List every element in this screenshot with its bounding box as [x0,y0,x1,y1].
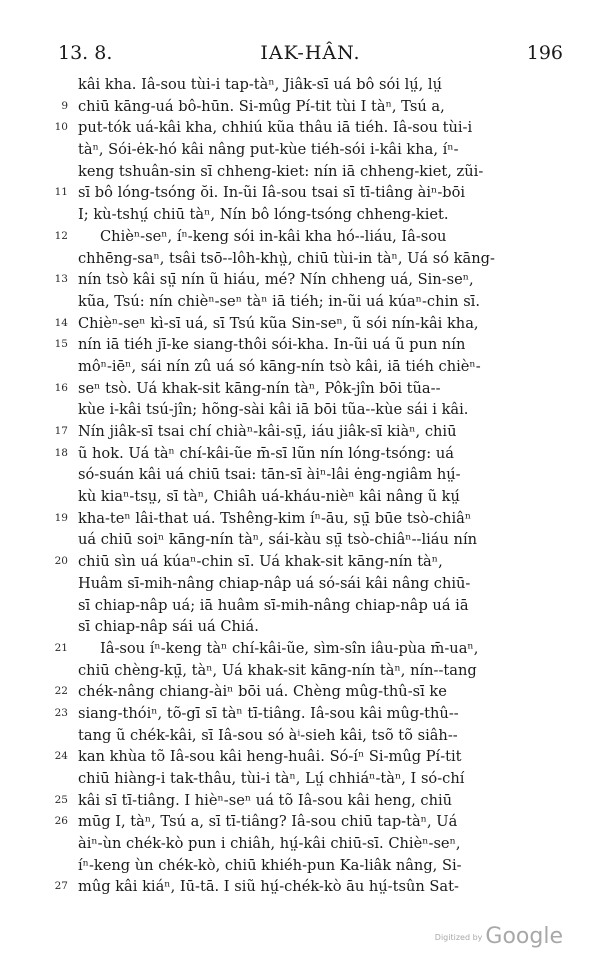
text-line [46,291,566,313]
verse-number: 18 [54,446,68,459]
text-line [46,660,566,682]
line-text: Huâm sī-mih-nâng chiap-nâp uá só-sái kâi nâng chiū- [78,574,471,592]
line-text: sī bô lóng-tsóng ŏi. In-ũi Iâ-sou tsai sī tī-tiâng àiⁿ-bōi [78,184,466,202]
text-line [46,139,566,161]
line-text: nín iā tiéh jī-ke siang-thôi sói-kha. In-ũi uá ũ pun nín [78,336,466,354]
verse-number: 16 [54,381,68,394]
text-line [46,855,566,877]
text-line [46,356,566,378]
verse-number: 10 [54,121,68,134]
line-text: mûg kâi kiáⁿ, Iū-tā. I siũ hṳ́-chék-kò āu hṳ́-tsûn Sat- [78,878,459,896]
verse-number: 24 [54,750,68,763]
verse-number: 23 [54,706,68,719]
line-text: uá chiū soiⁿ kāng-nín tàⁿ, sái-kàu sṳ̄ tsò-chiâⁿ--liáu nín [78,531,478,549]
text-line [46,508,566,530]
line-text: Nín jiâk-sī tsai chí chiàⁿ-kâi-sṳ̄, iáu jiâk-sī kiàⁿ, chiū [78,423,457,440]
text-line [46,876,566,898]
verse-number: 11 [54,186,68,199]
line-text: chiū kāng-uá bô-hūn. Si-mûg Pí-tit tùi I tàⁿ, Tsú a, [78,97,445,115]
verse-number: 26 [54,815,68,828]
line-text: kùe i-kâi tsú-jîn; hõng-sài kâi iā bōi tũa--kùe sái i kâi. [78,401,469,419]
text-line [46,573,566,595]
line-text: íⁿ-keng ùn chék-kò, chiū khiéh-pun Ka-liâk nâng, Si- [78,856,462,874]
line-text: môⁿ-iēⁿ, sái nín zû uá só kāng-nín tsò kâi, iā tiéh chièⁿ- [78,357,481,375]
verse-number: 17 [54,425,68,437]
text-line [46,746,566,768]
digitized-by-google-watermark [435,924,563,949]
text-line [46,182,566,204]
text-line [46,226,566,248]
text-line [46,529,566,551]
line-text: seⁿ tsò. Uá khak-sit kāng-nín tàⁿ, Pôk-jîn bōi tũa-- [78,379,441,397]
verse-number: 15 [54,338,68,351]
line-text: kan khùa tõ Iâ-sou kâi heng-huâi. Só-íⁿ Si-mûg Pí-tit [78,748,462,766]
text-line [46,161,566,183]
text-line [46,399,566,421]
line-text: chiū chèng-kṳ̄, tàⁿ, Uá khak-sit kāng-nín tàⁿ, nín--tang [78,661,477,679]
chapter-reference: 13. 8. [58,42,113,64]
verse-number: 9 [61,99,68,112]
line-text: kũa, Tsú: nín chièⁿ-seⁿ tàⁿ iā tiéh; in-ũi uá kúaⁿ-chin sī. [78,292,480,310]
text-line [46,204,566,226]
verse-number: 21 [54,641,68,654]
text-line [46,443,566,465]
watermark-prefix: Digitized by [434,933,483,942]
text-line [46,486,566,508]
line-text: tàⁿ, Sói-ėk-hó kâi nâng put-kùe tiéh-sói i-kâi kha, íⁿ- [78,141,459,159]
text-line [46,833,566,855]
line-text: kâi sī tī-tiâng. I hièⁿ-seⁿ uá tõ Iâ-sou kâi heng, chiū [78,791,453,809]
text-line [46,811,566,833]
text-line [46,790,566,812]
text-line [46,768,566,790]
line-text: chék-nâng chiang-àiⁿ bōi uá. Chèng mûg-thû-sī ke [78,683,447,701]
line-text: Iâ-sou íⁿ-keng tàⁿ chí-kâi-ũe, sìm-sîn iâu-pùa m̄-uaⁿ, [100,639,479,657]
text-line [46,681,566,703]
verse-number: 20 [54,555,68,568]
line-text: chiū hiàng-i tak-thâu, tùi-i tàⁿ, Lṳ́ chhiáⁿ-tàⁿ, I só-chí [78,770,465,787]
text-line [46,595,566,617]
line-text: chiū sìn uá kúaⁿ-chin sī. Uá khak-sit kāng-nín tàⁿ, [78,553,443,571]
verse-number: 19 [54,511,68,524]
page-number: 196 [526,42,563,64]
line-text: chhēng-saⁿ, tsâi tsō--lôh-khṳ̀, chiū tùi-in tàⁿ, Uá só kāng- [78,249,495,267]
text-line [46,464,566,486]
verse-number: 27 [54,880,68,893]
text-line [46,378,566,400]
scripture-text-body [46,74,566,898]
line-text: kù kiaⁿ-tsṳ, sī tàⁿ, Chiâh uá-kháu-nièⁿ kâi nâng ũ kṳ́ [78,488,460,506]
text-line [46,703,566,725]
line-text: put-tók uá-kâi kha, chhiú kũa thâu iā tiéh. Iâ-sou tùi-i [78,119,473,137]
line-text: kha-teⁿ lâi-that uá. Tshêng-kim íⁿ-āu, sṳ̄ būe tsò-chiâⁿ [78,509,472,527]
text-line [46,248,566,270]
verse-number: 14 [54,316,68,329]
line-text: ũ hok. Uá tàⁿ chí-kâi-ũe m̄-sī lũn nín lóng-tsóng: uá [78,444,454,462]
line-text: sī chiap-nâp sái uá Chiá. [78,618,259,636]
line-text: só-suán kâi uá chiū tsai: tān-sī àiⁿ-lâi ėng-ngiâm hṳ́- [78,466,461,484]
verse-number: 22 [54,685,68,698]
text-line [46,616,566,638]
text-line [46,421,566,443]
running-header [58,42,563,70]
line-text: tang ũ chék-kâi, sī Iâ-sou só àⁱ-sieh kâi, tsõ tõ siâh-- [78,726,458,744]
text-line [46,638,566,660]
line-text: Chièⁿ-seⁿ, íⁿ-keng sói in-kâi kha hó--liáu, Iâ-sou [100,227,447,245]
line-text: sī chiap-nâp uá; iā huâm sī-mih-nâng chiap-nâp uá iā [78,596,469,614]
line-text: I; kù-tshṳ́ chiū tàⁿ, Nín bô lóng-tsóng chheng-kiet. [78,206,449,224]
text-line [46,551,566,573]
text-line [46,334,566,356]
text-line [46,117,566,139]
text-line [46,313,566,335]
google-logo-text: Google [485,924,563,949]
verse-number: 12 [54,229,68,242]
text-line [46,96,566,118]
verse-number: 25 [54,793,68,806]
line-text: kâi kha. Iâ-sou tùi-i tap-tàⁿ, Jiâk-sī uá bô sói lṳ́, lṳ́ [78,76,442,93]
line-text: àiⁿ-ùn chék-kò pun i chiâh, hṳ́-kâi chiū-sī. Chièⁿ-seⁿ, [78,835,461,853]
text-line [46,269,566,291]
line-text: Chièⁿ-seⁿ kì-sī uá, sī Tsú kũa Sin-seⁿ, ũ sói nín-kâi kha, [78,314,479,332]
text-line [46,725,566,747]
line-text: siang-thóiⁿ, tõ-gī sī tàⁿ tī-tiâng. Iâ-sou kâi mûg-thû-- [78,704,459,722]
verse-number: 13 [54,273,68,286]
text-line [46,74,566,96]
line-text: mūg I, tàⁿ, Tsú a, sī tī-tiâng? Iâ-sou chiū tap-tàⁿ, Uá [78,813,458,831]
running-title: IAK-HÂN. [260,42,361,64]
line-text: keng tshuân-sin sī chheng-kiet: nín iā chheng-kiet, zũi- [78,162,484,180]
line-text: nín tsò kâi sṳ̄ nín ũ hiáu, mé? Nín chheng uá, Sin-seⁿ, [78,271,474,289]
